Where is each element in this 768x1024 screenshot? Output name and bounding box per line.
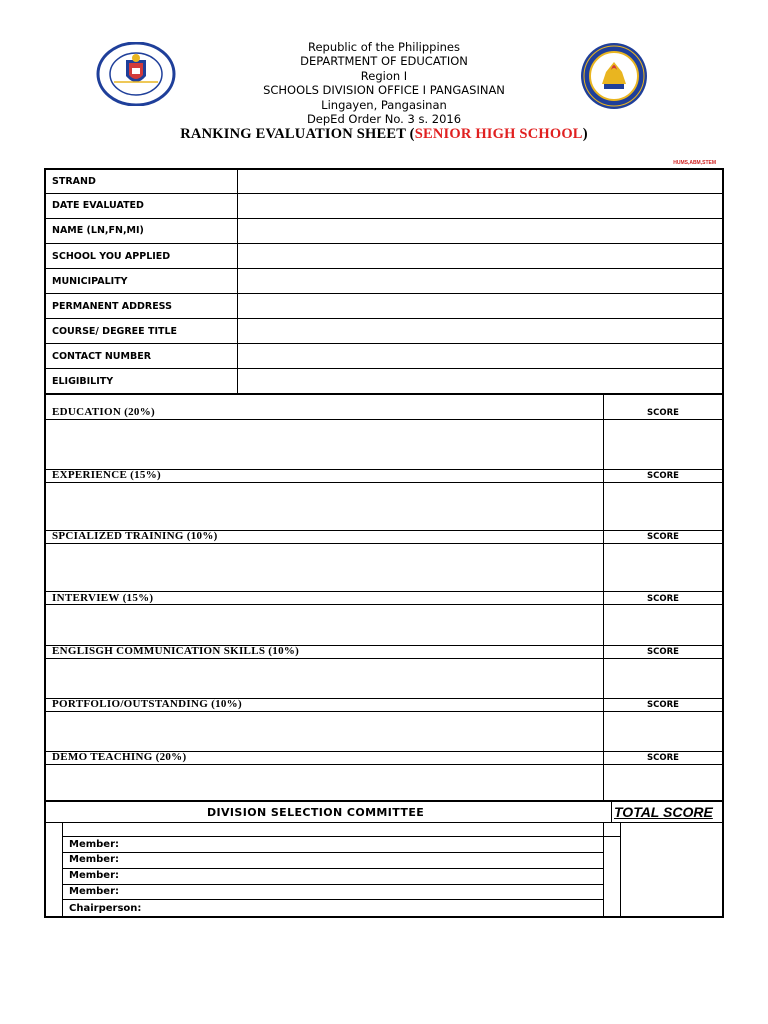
section-interview: INTERVIEW (15%) (52, 592, 154, 604)
section-specialized-training: SPCIALIZED TRAINING (10%) (52, 530, 218, 542)
score-label-portfolio: SCORE (647, 700, 679, 710)
score-input-demo[interactable] (604, 765, 722, 800)
title-highlight: SENIOR HIGH SCHOOL (414, 126, 583, 142)
header-division: SCHOOLS DIVISION OFFICE I PANGASINAN (263, 83, 505, 97)
name-input[interactable] (238, 219, 722, 243)
row-line (44, 393, 724, 395)
field-label-course: COURSE/ DEGREE TITLE (52, 326, 177, 337)
score-input-training[interactable] (604, 544, 722, 591)
header-department: DEPARTMENT OF EDUCATION (300, 54, 468, 68)
score-label-interview: SCORE (647, 594, 679, 604)
page-title (0, 126, 768, 143)
section-english-communication: ENGLISGH COMMUNICATION SKILLS (10%) (52, 645, 300, 657)
contact-number-input[interactable] (238, 344, 722, 368)
row-line (62, 884, 603, 885)
title-suffix: ) (582, 126, 588, 142)
score-label-training: SCORE (647, 532, 679, 542)
field-label-municipality: MUNICIPALITY (52, 276, 128, 287)
permanent-address-input[interactable] (238, 294, 722, 318)
member-label: Member: (69, 854, 120, 865)
score-label-education: SCORE (647, 408, 679, 418)
header-deped-order: DepEd Order No. 3 s. 2016 (306, 112, 462, 126)
header-location: Lingayen, Pangasinan (321, 98, 447, 112)
field-label-school-applied: SCHOOL YOU APPLIED (52, 251, 171, 262)
member-label: Member: (69, 886, 120, 897)
row-line (62, 868, 603, 869)
row-line (44, 800, 724, 802)
row-line (62, 852, 603, 853)
field-label-contact-number: CONTACT NUMBER (52, 351, 152, 362)
section-demo-teaching: DEMO TEACHING (20%) (52, 751, 187, 763)
field-label-strand: STRAND (52, 176, 96, 187)
score-label-english: SCORE (647, 647, 679, 657)
field-label-eligibility: ELIGIBILITY (52, 376, 114, 387)
field-label-name: NAME (LN,FN,MI) (52, 225, 144, 236)
score-input-portfolio[interactable] (604, 712, 722, 751)
member-label: Member: (69, 870, 120, 881)
field-label-permanent-address: PERMANENT ADDRESS (52, 301, 172, 312)
total-score-input[interactable] (621, 823, 722, 916)
header-country: Republic of the Philippines (307, 40, 461, 54)
score-input-interview[interactable] (604, 605, 722, 645)
score-label-demo: SCORE (647, 753, 679, 763)
score-input-english[interactable] (604, 659, 722, 698)
title-prefix: RANKING EVALUATION SHEET ( (180, 126, 415, 142)
member-label: Member: (69, 839, 120, 850)
section-portfolio: PORTFOLIO/OUTSTANDING (10%) (52, 698, 242, 710)
score-label-experience: SCORE (647, 471, 679, 481)
chairperson-label: Chairperson: (69, 903, 142, 914)
section-experience: EXPERIENCE (15%) (52, 469, 161, 481)
eligibility-input[interactable] (238, 369, 722, 393)
course-input[interactable] (238, 319, 722, 343)
section-education: EDUCATION (20%) (52, 406, 155, 418)
school-applied-input[interactable] (238, 244, 722, 268)
score-input-education[interactable] (604, 420, 722, 469)
row-line (62, 899, 603, 900)
total-divider-top (611, 802, 612, 822)
municipality-input[interactable] (238, 269, 722, 293)
field-label-date-evaluated: DATE EVALUATED (52, 200, 144, 211)
score-input-experience[interactable] (604, 483, 722, 530)
header-region: Region I (360, 69, 408, 83)
strand-note: HUMS,ABM,STEM (673, 160, 716, 166)
total-score-label: TOTAL SCORE (614, 804, 713, 820)
strand-input[interactable] (238, 169, 722, 193)
row-line (62, 836, 620, 837)
date-evaluated-input[interactable] (238, 194, 722, 218)
committee-title: DIVISION SELECTION COMMITTEE (207, 806, 425, 819)
